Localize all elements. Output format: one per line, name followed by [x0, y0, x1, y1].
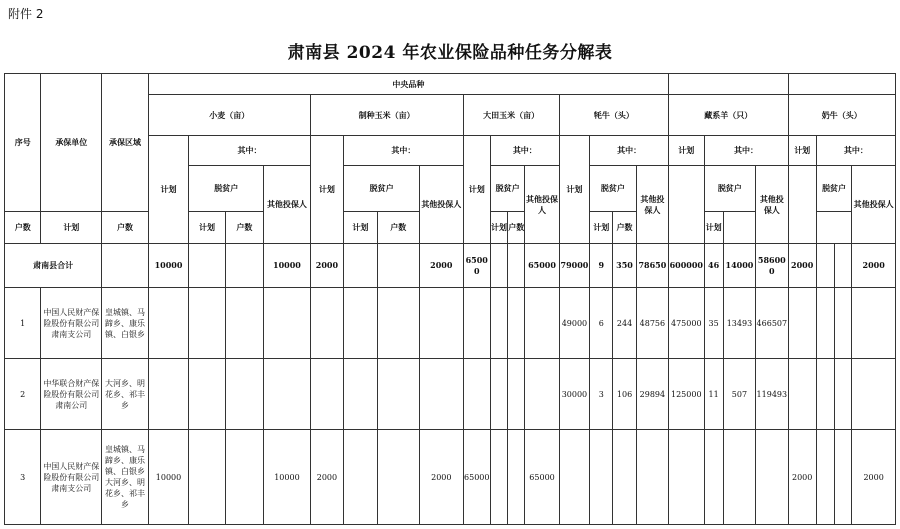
table-cell: 11 — [704, 359, 723, 430]
table-cell: 10000 — [264, 244, 311, 288]
table-cell — [189, 244, 225, 288]
table-cell: 10000 — [264, 430, 311, 525]
table-cell: 125000 — [669, 359, 704, 430]
table-cell: 13493 — [723, 288, 755, 359]
header-dairy: 奶牛（头） — [788, 95, 895, 136]
header-dairy-poverty: 脱贫户 — [816, 166, 851, 212]
total-label: 肃南县合计 — [5, 244, 102, 288]
header-blank-sheep — [669, 74, 788, 95]
header-wheat-poverty: 脱贫户 — [189, 166, 264, 212]
table-cell — [189, 359, 225, 430]
header-seedcorn-poverty-plan: 计划 — [189, 212, 225, 244]
total-row — [5, 244, 896, 288]
header-sheep-other: 其他投保人 — [756, 166, 788, 244]
table-cell — [508, 244, 525, 288]
header-yak: 牦牛（头） — [559, 95, 668, 136]
table-cell: 6 — [590, 288, 613, 359]
row-seq: 1 — [5, 288, 41, 359]
header-seed-corn: 制种玉米（亩） — [310, 95, 463, 136]
table-cell — [636, 430, 668, 525]
table-cell — [225, 288, 263, 359]
header-central-varieties: 中央品种 — [148, 74, 668, 95]
table-cell: 35 — [704, 288, 723, 359]
row-region: 皇城镇、马蹄乡、康乐镇、白银乡大河乡、明花乡、祁丰乡 — [102, 430, 149, 525]
table-cell: 46 — [704, 244, 723, 288]
table-cell: 10000 — [148, 244, 189, 288]
table-cell: 106 — [613, 359, 636, 430]
header-fieldcorn-other: 其他投保人 — [525, 166, 559, 244]
header-dairy-plan: 计划 — [788, 136, 816, 166]
table-cell: 2000 — [310, 430, 343, 525]
table-cell — [490, 288, 507, 359]
table-cell — [723, 430, 755, 525]
table-cell — [463, 359, 490, 430]
table-cell — [508, 359, 525, 430]
table-cell — [835, 288, 852, 359]
table-cell: 29894 — [636, 359, 668, 430]
table-cell — [788, 288, 816, 359]
table-cell: 49000 — [559, 288, 589, 359]
table-cell: 48756 — [636, 288, 668, 359]
header-fieldcorn-poverty-plan: 计划 — [344, 212, 377, 244]
header-region: 承保区域 — [102, 74, 149, 212]
header-fieldcorn-plan: 计划 — [463, 136, 490, 244]
table-cell: 2000 — [420, 244, 464, 288]
header-sheep: 藏系羊（只） — [669, 95, 788, 136]
table-cell — [816, 359, 834, 430]
table-cell: 30000 — [559, 359, 589, 430]
header-wheat: 小麦（亩） — [148, 95, 310, 136]
header-seedcorn-plan: 计划 — [310, 136, 343, 244]
table-cell: 65000 — [463, 244, 490, 288]
table-cell — [704, 430, 723, 525]
table-cell — [508, 288, 525, 359]
table-cell: 2000 — [852, 430, 896, 525]
table-cell: 79000 — [559, 244, 589, 288]
header-dairy-poverty-plan: 计划 — [704, 212, 723, 244]
header-field-corn: 大田玉米（亩） — [463, 95, 559, 136]
header-wheat-plan: 计划 — [148, 136, 189, 244]
table-cell: 119493 — [756, 359, 788, 430]
row-seq: 3 — [5, 430, 41, 525]
table-cell — [344, 288, 377, 359]
table-cell: 14000 — [723, 244, 755, 288]
header-wheat-households: 户数 — [5, 212, 41, 244]
table-cell — [225, 359, 263, 430]
table-cell — [264, 288, 311, 359]
table-cell: 475000 — [669, 288, 704, 359]
header-sheep-households: 户数 — [508, 212, 525, 244]
table-cell — [835, 244, 852, 288]
header-seedcorn-ofwhich: 其中： — [344, 136, 463, 166]
table-cell — [148, 288, 189, 359]
table-cell — [225, 430, 263, 525]
table-cell — [310, 288, 343, 359]
header-seedcorn-poverty: 脱贫户 — [344, 166, 420, 212]
header-yak-plan: 计划 — [559, 136, 589, 244]
header-sheep-plan: 计划 — [669, 136, 704, 166]
table-cell — [525, 359, 559, 430]
table-cell: 9 — [590, 244, 613, 288]
attachment-label: 附件 2 — [8, 7, 44, 21]
row-region: 大河乡、明花乡、祁丰乡 — [102, 359, 149, 430]
table-cell — [189, 288, 225, 359]
table-cell: 2000 — [852, 244, 896, 288]
header-yak-other: 其他投保人 — [636, 166, 668, 244]
header-sheep-poverty: 脱贫户 — [704, 166, 756, 212]
row-seq: 2 — [5, 359, 41, 430]
table-cell: 65000 — [525, 244, 559, 288]
table-cell — [377, 288, 420, 359]
table-cell: 507 — [723, 359, 755, 430]
table-cell — [377, 430, 420, 525]
table-cell: 3 — [590, 359, 613, 430]
table-cell — [835, 430, 852, 525]
table-cell: 65000 — [525, 430, 559, 525]
task-breakdown-table — [4, 73, 896, 525]
table-cell — [590, 430, 613, 525]
table-cell — [264, 359, 311, 430]
row-insurer: 中华联合财产保险股份有限公司肃南公司 — [41, 359, 102, 430]
header-row-central — [5, 74, 896, 95]
table-cell — [463, 288, 490, 359]
header-dairy-households: 户数 — [613, 212, 636, 244]
header-seedcorn-other: 其他投保人 — [420, 166, 464, 244]
row-insurer: 中国人民财产保险股份有限公司肃南支公司 — [41, 430, 102, 525]
table-cell — [225, 244, 263, 288]
header-insurer: 承保单位 — [41, 74, 102, 212]
table-cell — [788, 359, 816, 430]
table-cell: 350 — [613, 244, 636, 288]
table-cell: 2000 — [420, 430, 464, 525]
header-sheep-plan-blank — [669, 166, 704, 244]
header-yak-poverty-plan: 计划 — [490, 212, 507, 244]
row-region: 皇城镇、马蹄乡、康乐镇、白银乡 — [102, 288, 149, 359]
header-wheat-ofwhich: 其中： — [189, 136, 310, 166]
table-cell: 10000 — [148, 430, 189, 525]
table-cell — [490, 244, 507, 288]
table-cell — [852, 359, 896, 430]
table-cell — [756, 430, 788, 525]
table-cell: 586000 — [756, 244, 788, 288]
table-row — [5, 288, 896, 359]
table-cell: 2000 — [788, 430, 816, 525]
header-sheep-poverty-plan: 计划 — [590, 212, 613, 244]
header-fieldcorn-households: 户数 — [225, 212, 263, 244]
table-cell — [816, 244, 834, 288]
table-cell: 2000 — [310, 244, 343, 288]
table-cell — [613, 430, 636, 525]
header-seq: 序号 — [5, 74, 41, 212]
header-yak-poverty: 脱贫户 — [590, 166, 637, 212]
document-title: 肃南县 2024 年农业保险品种任务分解表 — [287, 43, 613, 63]
table-cell — [835, 359, 852, 430]
table-cell: 244 — [613, 288, 636, 359]
table-cell — [490, 430, 507, 525]
header-fieldcorn-ofwhich: 其中： — [490, 136, 559, 166]
table-cell: 78650 — [636, 244, 668, 288]
table-cell — [816, 288, 834, 359]
table-cell — [420, 288, 464, 359]
table-cell — [344, 430, 377, 525]
table-cell — [344, 359, 377, 430]
table-cell — [559, 430, 589, 525]
header-dairy-other: 其他投保人 — [852, 166, 896, 244]
header-dairy-plan-blank — [788, 166, 816, 244]
total-region-blank — [102, 244, 149, 288]
table-cell — [508, 430, 525, 525]
table-cell — [816, 430, 834, 525]
table-cell: 65000 — [463, 430, 490, 525]
table-cell — [669, 430, 704, 525]
table-cell — [525, 288, 559, 359]
table-cell — [490, 359, 507, 430]
row-insurer: 中国人民财产保险股份有限公司肃南支公司 — [41, 288, 102, 359]
header-blank-dairy — [788, 74, 895, 95]
table-cell — [310, 359, 343, 430]
table-row — [5, 359, 896, 430]
table-cell — [148, 359, 189, 430]
header-fieldcorn-poverty: 脱贫户 — [490, 166, 524, 212]
table-cell — [852, 288, 896, 359]
header-sheep-ofwhich: 其中： — [704, 136, 788, 166]
header-yak-ofwhich: 其中： — [590, 136, 669, 166]
table-cell: 466507 — [756, 288, 788, 359]
header-wheat-other: 其他投保人 — [264, 166, 311, 244]
table-cell — [377, 359, 420, 430]
table-cell — [189, 430, 225, 525]
table-cell — [377, 244, 420, 288]
header-seedcorn-households: 户数 — [102, 212, 149, 244]
header-wheat-poverty-plan: 计划 — [41, 212, 102, 244]
table-cell — [344, 244, 377, 288]
table-row — [5, 430, 896, 525]
header-dairy-ofwhich: 其中： — [816, 136, 895, 166]
table-cell: 600000 — [669, 244, 704, 288]
table-cell — [420, 359, 464, 430]
table-cell: 2000 — [788, 244, 816, 288]
header-yak-households: 户数 — [377, 212, 420, 244]
